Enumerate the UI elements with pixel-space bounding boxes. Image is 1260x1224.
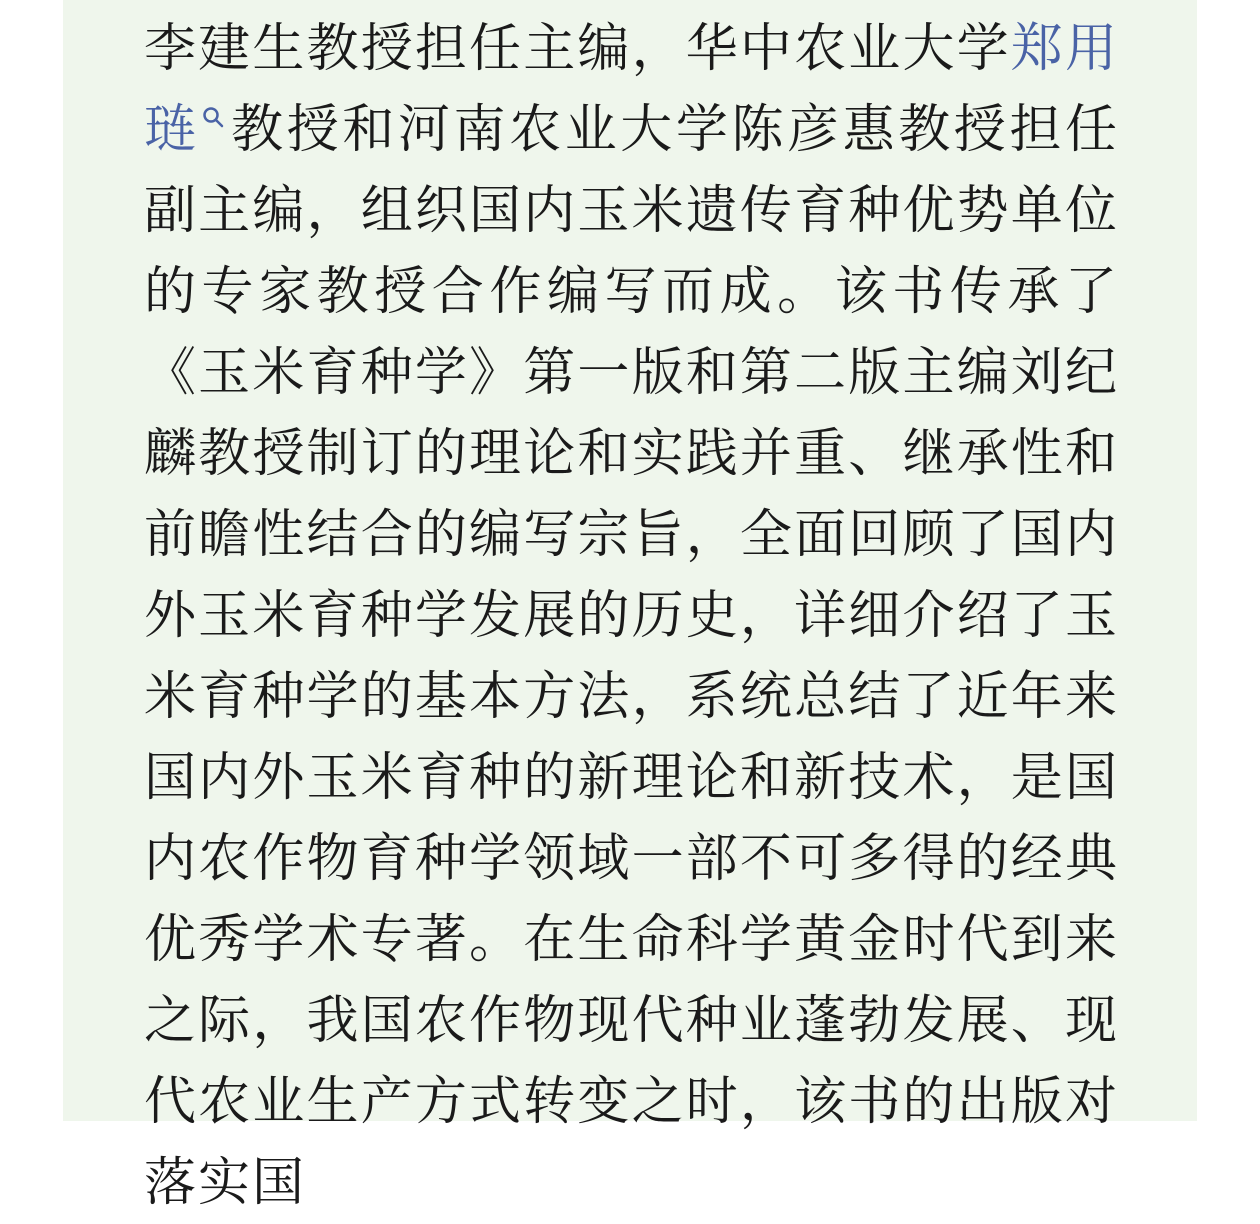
article-text-segment-1: 李建生教授担任主编，华中农业大学 [144,19,1011,79]
article-body [144,9,1119,1224]
article-text-segment-2: 教授和河南农业大学陈彦惠教授担任副主编，组织国内玉米遗传育种优势单位的专家教授合作编写而成。该书传承了《玉米育种学》第一版和第二版主编刘纪麟教授制订的理论和实践并重、继承性和前瞻性结合的编写宗旨，全面回顾了国内外玉米育种学发展的历史，详细介绍了玉米育种学的基本方法，系统总结了近年来国内外玉米育种的新理论和新技术，是国内农作物育种学领域一部不可多得的经典优秀学术专著。在生命科学黄金时代到来之际，我国农作物现代种业蓬勃发展、现代农业生产方式转变之时，该书的出版对落实国 [144,100,1119,1213]
search-icon[interactable] [200,90,224,120]
person-link[interactable]: 郑用琏 [144,19,1119,160]
article-panel [63,0,1197,1213]
